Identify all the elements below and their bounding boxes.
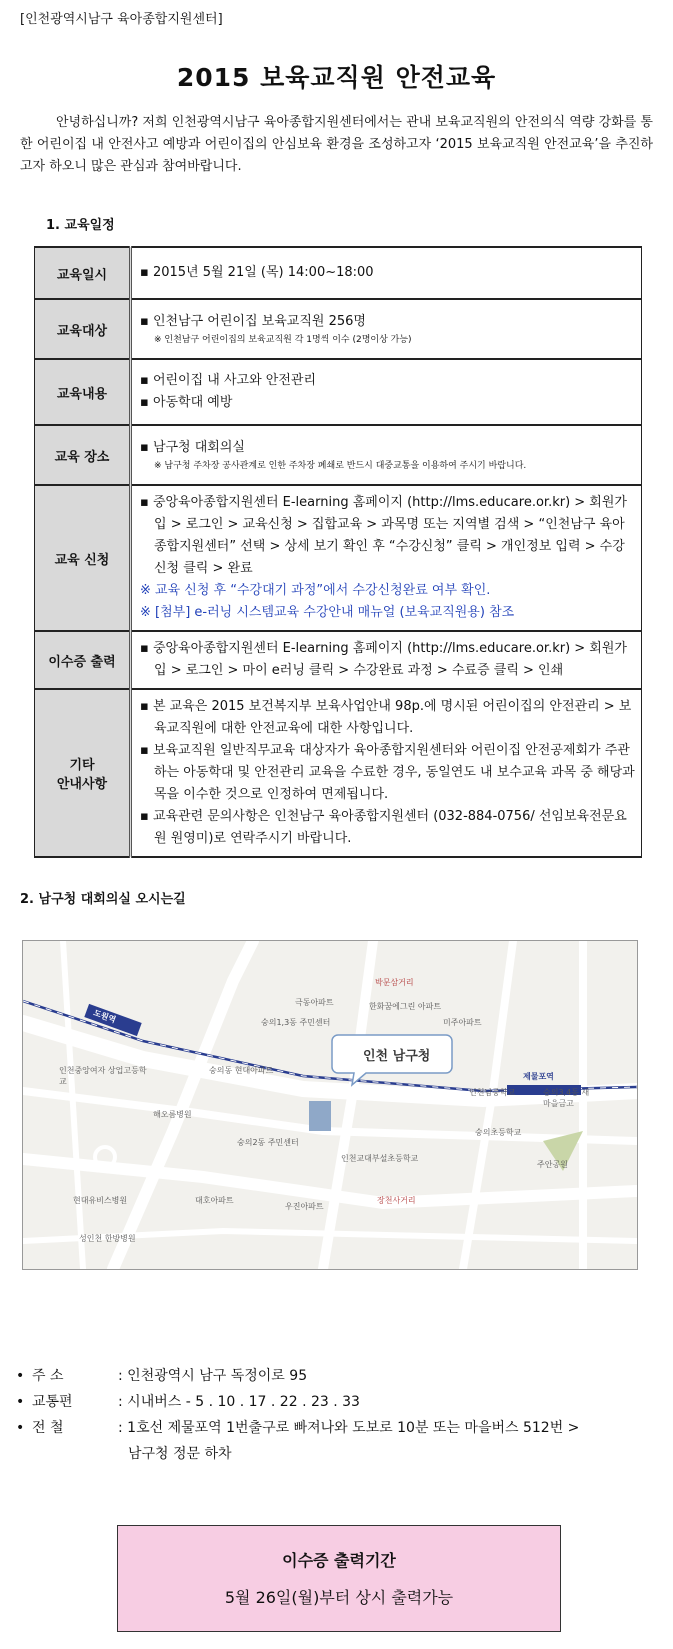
etc-item: ▪ 교육관련 문의사항은 인천남구 육아종합지원센터 (032-884-0756/ 선임보육전문요원 원영미)로 연락주시기 바랍니다. — [140, 809, 627, 846]
bullet-icon: • — [16, 1368, 25, 1384]
row-value-place — [131, 425, 642, 485]
row-label-date: 교육일시 — [35, 247, 131, 299]
apply-note-2: ※ [첨부] e-러닝 시스템교육 수강안내 매뉴얼 (보육교직원용) 참조 — [140, 605, 515, 620]
map-label: 미주아파트 — [443, 1018, 482, 1027]
row-value-date — [131, 247, 642, 299]
bus-row — [16, 1389, 656, 1415]
map-label: 숭의1,3동 주민센터 — [261, 1018, 331, 1027]
content-item: ▪ 어린이집 내 사고와 안전관리 — [140, 373, 317, 388]
place-note: ※ 남구청 주차장 공사관계로 인한 주차장 폐쇄로 반드시 대중교통을 이용하여 주시기 바랍니다. — [154, 461, 527, 471]
table-row — [35, 689, 642, 857]
map-label: 성인천 한방병원 — [79, 1234, 136, 1243]
location-map — [22, 940, 638, 1270]
train-row — [16, 1415, 656, 1467]
map-label: 대호아파트 — [195, 1196, 234, 1205]
bullet-icon: • — [16, 1420, 25, 1436]
notice-body: 5월 26일(월)부터 상시 출력가능 — [224, 1588, 454, 1607]
table-row — [35, 359, 642, 425]
map-label: 해오름병원 — [153, 1110, 192, 1119]
row-value-cert — [131, 631, 642, 689]
etc-label-1: 기타 — [69, 758, 95, 773]
table-row — [35, 631, 642, 689]
train-value — [118, 1415, 579, 1467]
apply-value: ▪ 중앙육아종합지원센터 E-learning 홈페이지 (http://lms.educare.or.kr) > 회원가입 > 로그인 > 교육신청 > 집합교육 > 과목명 또는 지역별 검색 > “인천남구 육아종합지원센터” 선택 > 상세 보기 확인 후 “수강신청” 클릭 > 개인정보 입력 > 수강신청 클릭 > 완료 — [140, 495, 627, 576]
row-value-target — [131, 299, 642, 359]
bullet-icon: • — [16, 1394, 25, 1410]
row-label-place: 교육 장소 — [35, 425, 131, 485]
map-label: 인천중앙여자 상업고등학교 — [59, 1066, 147, 1086]
row-label-target: 교육대상 — [35, 299, 131, 359]
row-value-apply — [131, 485, 642, 631]
intro-text: 안녕하십니까? 저희 인천광역시남구 육아종합지원센터에서는 관내 보육교직원의 안전의식 역량 강화를 통한 어린이집 내 안전사고 예방과 어린이집의 안심보육 환경을 조성하고자 ‘2015 보육교직원 안전교육’을 추진하고자 하오니 많은 관심과 참여바랍니다. — [20, 115, 653, 174]
etc-item: ▪ 보육교직원 일반직무교육 대상자가 육아종합지원센터와 어린이집 안전공제회가 주관하는 아동학대 및 안전관리 교육을 수료한 경우, 동일연도 내 보수교육 과목 중 해당과목을 이수한 것으로 인정하여 면제됩니다. — [140, 743, 635, 802]
map-label: 숭의동 현대아파트 — [209, 1066, 274, 1075]
train-label: 전 철 — [32, 1420, 64, 1436]
table-row — [35, 299, 642, 359]
map-label: 현대유비스병원 — [73, 1196, 128, 1205]
row-label-apply: 교육 신청 — [35, 485, 131, 631]
map-label: 주안공원 — [537, 1160, 568, 1169]
page-title: 2015 보육교직원 안전교육 — [176, 63, 497, 92]
table-row — [35, 247, 642, 299]
address-value: : 인천광역시 남구 독정이로 95 — [118, 1368, 308, 1384]
etc-label-2: 안내사항 — [56, 777, 108, 792]
map-label: 한화꿈에그린 아파트 — [369, 1002, 442, 1011]
building-icon — [309, 1101, 331, 1131]
map-label: 박문삼거리 — [375, 978, 414, 987]
table-row — [35, 425, 642, 485]
transport-info — [16, 1363, 656, 1467]
row-label-etc — [35, 689, 131, 857]
train-value-line2: 남구청 정문 하차 — [128, 1446, 232, 1462]
place-value: ▪ 남구청 대회의실 — [140, 440, 245, 455]
train-value-line1: : 1호선 제물포역 1번출구로 빠져나와 도보로 10분 또는 마을버스 512번 > — [118, 1420, 580, 1436]
row-value-etc — [131, 689, 642, 857]
notice-title: 이수증 출력기간 — [282, 1551, 396, 1570]
section-schedule-heading: 1. 교육일정 — [46, 218, 115, 233]
date-value: ▪ 2015년 5월 21일 (목) 14:00~18:00 — [140, 265, 374, 280]
map-label: 인천교대부설초등학교 — [341, 1154, 419, 1163]
row-label-content: 교육내용 — [35, 359, 131, 425]
map-label: 극동아파트 — [295, 998, 334, 1007]
table-row — [35, 485, 642, 631]
cert-value: ▪ 중앙육아종합지원센터 E-learning 홈페이지 (http://lms.educare.or.kr) > 회원가입 > 로그인 > 마이 e러닝 클릭 > 수강완료 과정 > 수료증 클릭 > 인쇄 — [140, 641, 627, 678]
map-label: 우진아파트 — [285, 1202, 324, 1211]
station-jemulpo: 제물포역 — [523, 1072, 554, 1081]
apply-note-1: ※ 교육 신청 후 “수강대기 과정”에서 수강신청완료 여부 확인. — [140, 583, 491, 598]
org-header: [인천광역시남구 육아종합지원센터] — [20, 12, 223, 27]
map-callout-label: 인천 남구청 — [363, 1049, 431, 1064]
map-label: 숭의3,4동 새마을금고 — [543, 1088, 590, 1108]
address-row — [16, 1363, 656, 1389]
target-note: ※ 인천남구 어린이집의 보육교직원 각 1명씩 이수 (2명이상 가능) — [154, 335, 412, 345]
map-label: 인천남중학교 — [469, 1088, 516, 1097]
map-label: 숭의초등학교 — [475, 1128, 522, 1137]
map-label: 장천사거리 — [377, 1196, 416, 1205]
map-label: 숭의2동 주민센터 — [237, 1138, 299, 1147]
certificate-notice-box — [117, 1525, 561, 1632]
bus-value: : 시내버스 - 5 . 10 . 17 . 22 . 23 . 33 — [118, 1394, 360, 1410]
station-dowon: 도원역 — [92, 1008, 118, 1025]
row-value-content — [131, 359, 642, 425]
section-directions-heading: 2. 남구청 대회의실 오시는길 — [20, 892, 186, 907]
bus-label: 교통편 — [32, 1394, 73, 1410]
address-label: 주 소 — [32, 1368, 64, 1384]
etc-item: ▪ 본 교육은 2015 보건복지부 보육사업안내 98p.에 명시된 어린이집의 안전관리 > 보육교직원에 대한 안전교육에 대한 사항입니다. — [140, 699, 632, 736]
schedule-table — [34, 246, 642, 858]
content-item: ▪ 아동학대 예방 — [140, 395, 233, 410]
intro-paragraph — [20, 112, 653, 178]
row-label-cert: 이수증 출력 — [35, 631, 131, 689]
target-value: ▪ 인천남구 어린이집 보육교직원 256명 — [140, 314, 366, 329]
